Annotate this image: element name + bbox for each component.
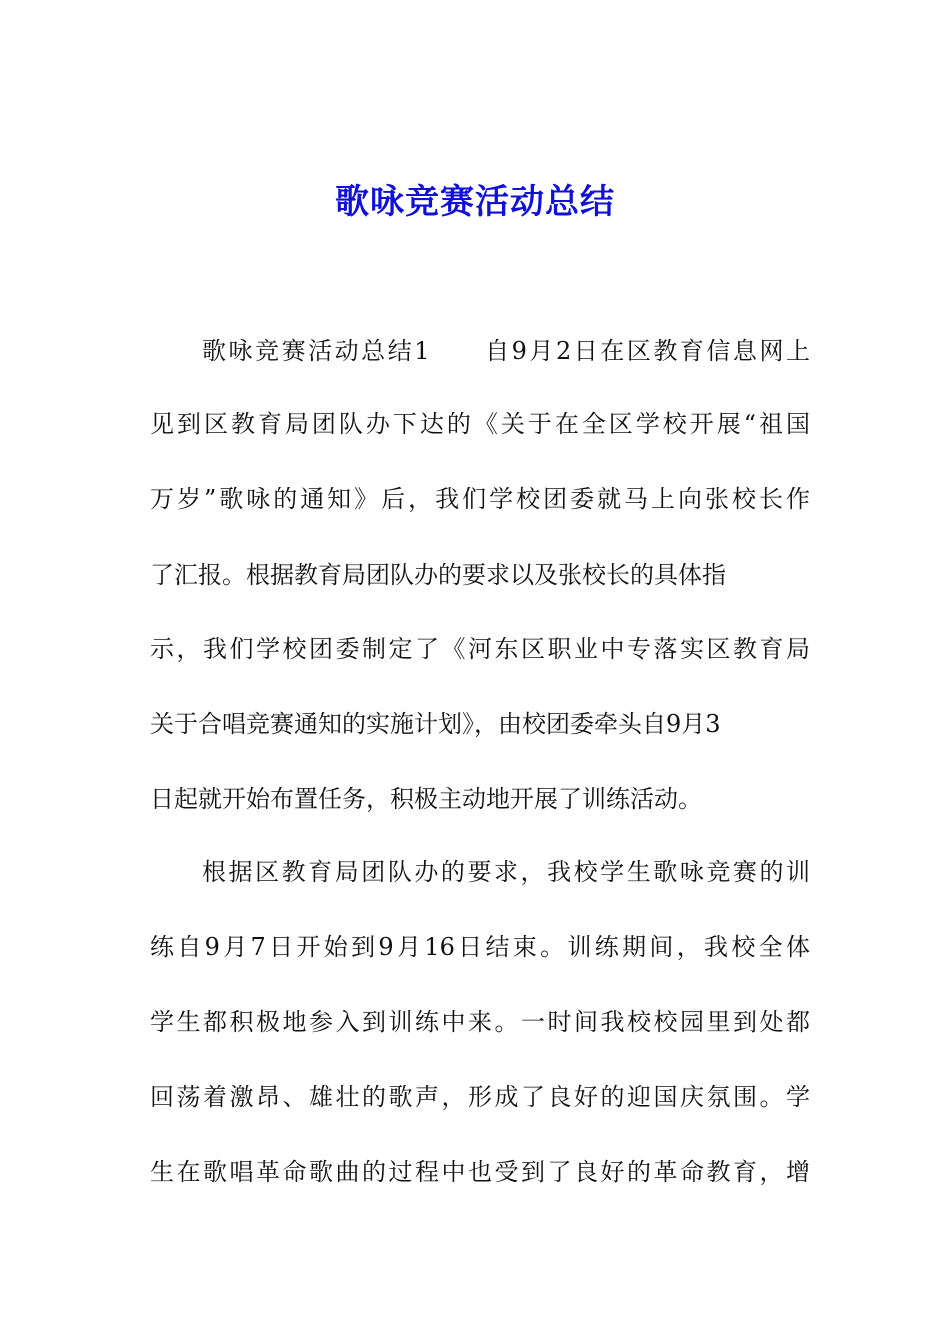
text-line: 回荡着激昂、雄壮的歌声，形成了良好的迎国庆氛围。学 [150,1083,810,1111]
text-line: 根据区教育局团队办的要求，我校学生歌咏竞赛的训 [202,858,810,886]
text-line: 关于合唱竞赛通知的实施计划》，由校团委牵头自9月3 [150,710,721,738]
text-line: 学生都积极地参入到训练中来。一时间我校校园里到处都 [150,1008,810,1036]
text-line: 歌咏竞赛活动总结1 自9月2日在区教育信息网上 [202,337,810,365]
text-line: 日起就开始布置任务，积极主动地开展了训练活动。 [150,785,702,813]
document-title: 歌咏竞赛活动总结 [335,182,615,222]
text-line: 练自9月7日开始到9月16日结束。训练期间，我校全体 [150,933,810,961]
text-line: 万岁”歌咏的通知》后，我们学校团委就马上向张校长作 [150,485,810,513]
text-line: 生在歌唱革命歌曲的过程中也受到了良好的革命教育，增 [150,1158,810,1186]
text-line: 见到区教育局团队办下达的《关于在全区学校开展“祖国 [150,410,810,438]
text-line: 了汇报。根据教育局团队办的要求以及张校长的具体指 [150,561,726,589]
text-line: 示，我们学校团委制定了《河东区职业中专落实区教育局 [150,635,810,663]
